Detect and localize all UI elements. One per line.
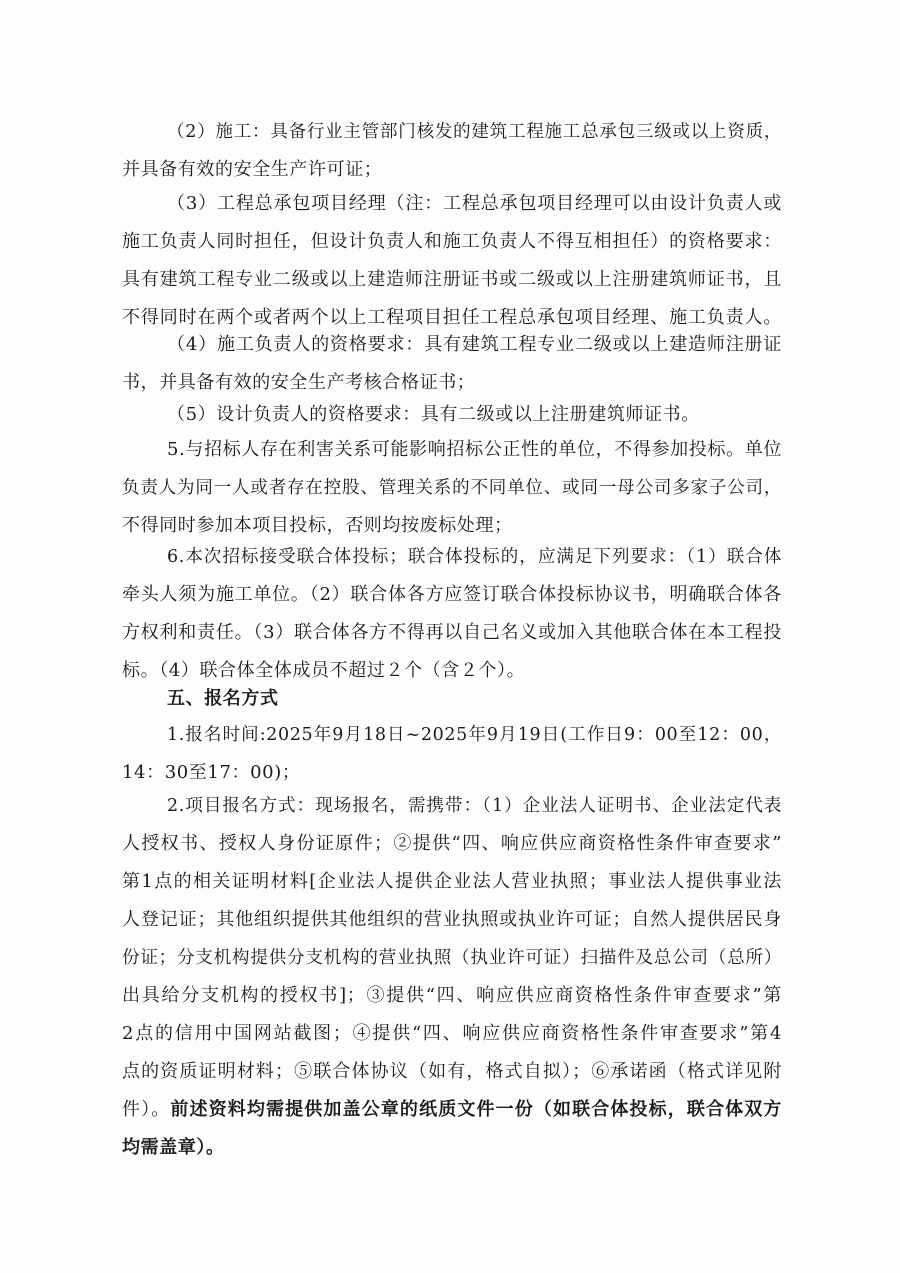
text-line: 标。（4）联合体全体成员不超过２个（含２个）。 xyxy=(122,660,526,681)
text-line: 份证；分支机构提供分支机构的营业执照（执业许可证）扫描件及总公司（总所） xyxy=(122,948,782,968)
text-line: （4）施工负责人的资格要求：具有建筑工程专业二级或以上建造师注册证 xyxy=(167,334,782,355)
item-2-paragraph xyxy=(122,113,782,189)
text-line: 方权利和责任。（3）联合体各方不得再以自己名义或加入其他联合体在本工程投 xyxy=(122,622,782,643)
text-line: 具有建筑工程专业二级或以上建造师注册证书或二级或以上注册建筑师证书，且 xyxy=(122,269,782,290)
text-line: 点的资质证明材料；⑤联合体协议（如有，格式自拟）；⑥承诺函（格式详见附 xyxy=(122,1061,782,1082)
item-5-paragraph xyxy=(122,396,782,434)
text-line: 不得同时在两个或者两个以上工程项目担任工程总承包项目经理、施工负责人。 xyxy=(122,307,782,328)
item-4-paragraph xyxy=(122,326,782,402)
text-line: 2点的信用中国网站截图；④提供“四、响应供应商资格性条件审查要求”第4 xyxy=(122,1023,782,1044)
text-line: 牵头人须为施工单位。（2）联合体各方应签订联合体投标协议书，明确联合体各 xyxy=(122,584,782,605)
text-line: 不得同时参加本项目投标，否则均按废标处理； xyxy=(122,515,513,536)
text-line: 人登记证；其他组织提供其他组织的营业执照或执业许可证；自然人提供居民身 xyxy=(122,909,782,930)
point-5-paragraph xyxy=(122,431,782,545)
text-line: 2.项目报名方式：现场报名，需携带：（1）企业法人证明书、企业法定代表 xyxy=(167,796,782,816)
bold-text-span: 前述资料均需提供加盖公章的纸质文件一份（如联合体投标，联合体双方 xyxy=(170,1099,782,1120)
text-line: （2）施工：具备行业主管部门核发的建筑工程施工总承包三级或以上资质， xyxy=(167,122,782,142)
text-line: 6.本次招标接受联合体投标；联合体投标的，应满足下列要求：（1）联合体 xyxy=(167,547,782,567)
text-line: 并具备有效的安全生产许可证； xyxy=(122,159,383,180)
section-5-heading: 五、报名方式 xyxy=(167,688,279,709)
text-line: （3）工程总承包项目经理（注：工程总承包项目经理可以由设计负责人或 xyxy=(167,193,782,214)
text-line: （5）设计负责人的资格要求：具有二级或以上注册建筑师证书。 xyxy=(167,404,700,425)
text-line: 施工负责人同时担任，但设计负责人和施工负责人不得互相担任）的资格要求： xyxy=(122,231,782,252)
registration-time-paragraph xyxy=(122,716,782,792)
text-line: 出具给分支机构的授权书]；③提供“四、响应供应商资格性条件审查要求”第 xyxy=(122,985,782,1006)
text-line: 负责人为同一人或者存在控股、管理关系的不同单位、或同一母公司多家子公司， xyxy=(122,478,782,498)
text-line: 14：30至17：00)； xyxy=(122,762,301,783)
text-line: 人授权书、授权人身份证原件；②提供“四、响应供应商资格性条件审查要求” xyxy=(122,833,782,854)
text-line xyxy=(122,1091,782,1129)
point-6-paragraph xyxy=(122,538,782,690)
text-span: 件）。 xyxy=(122,1099,171,1120)
text-line: 书，并具备有效的安全生产考核合格证书； xyxy=(122,372,476,393)
registration-method-paragraph xyxy=(122,787,782,1167)
item-3-paragraph xyxy=(122,185,782,337)
text-line: 第1点的相关证明材料[企业法人提供企业法人营业执照；事业法人提供事业法 xyxy=(122,871,782,892)
text-line: 5.与招标人存在利害关系可能影响招标公正性的单位，不得参加投标。单位 xyxy=(167,439,782,460)
section-heading xyxy=(122,680,782,718)
text-line: 均需盖章）。 xyxy=(122,1137,225,1158)
text-line: 1.报名时间:2025年9月18日~2025年9月19日(工作日9：00至12：00， xyxy=(167,725,782,745)
